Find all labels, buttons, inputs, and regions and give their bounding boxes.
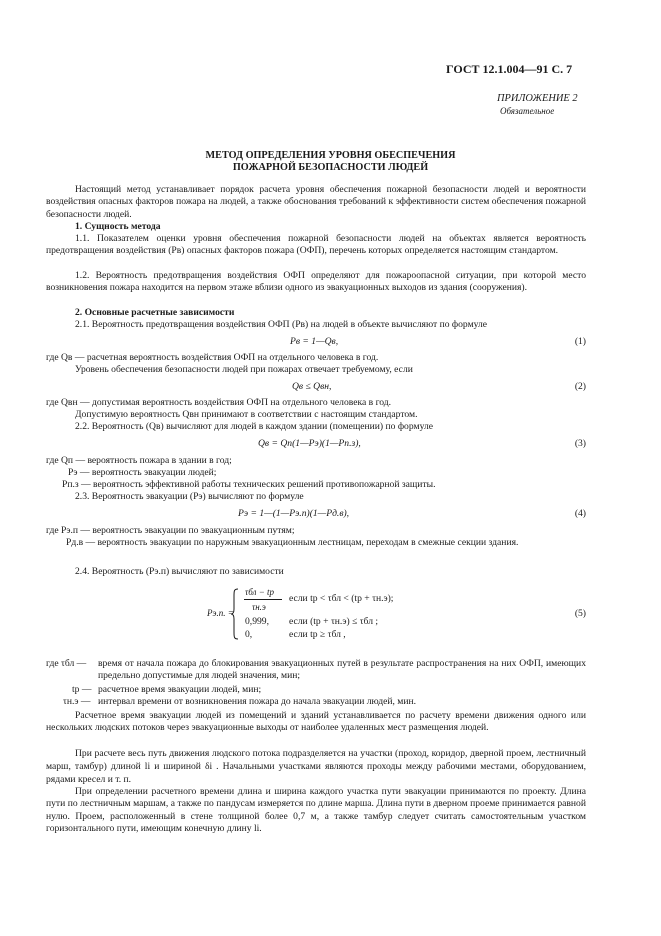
document-title-line2: ПОЖАРНОЙ БЕЗОПАСНОСТИ ЛЮДЕЙ	[232, 162, 429, 173]
definition-tne: интервал времени от возникновения пожара до начала эвакуации людей, мин.	[98, 696, 417, 707]
definition-pep: где Pэ.п — вероятность эвакуации по эвакуационным путям;	[46, 525, 295, 536]
definition-qp: где Qп — вероятность пожара в здании в год;	[46, 455, 232, 466]
allowable-probability-text: Допустимую вероятность Qвн принимают в соответствии с настоящим стандартом.	[75, 409, 418, 420]
paragraph-path-sections: При расчете весь путь движения людского потока подразделяется на участки (проход, коридор, дверной проем, лестничный марш, тамбур) длиной li и шириной δi . Начальными участками являются проходы между рабочими местами, оборудованием, рядами кресел и т. п.	[46, 748, 586, 785]
safety-level-text: Уровень обеспечения безопасности людей при пожарах отвечает требуемому, если	[75, 364, 413, 375]
document-title-line1: МЕТОД ОПРЕДЕЛЕНИЯ УРОВНЯ ОБЕСПЕЧЕНИЯ	[205, 150, 456, 161]
paragraph-1-2: 1.2. Вероятность предотвращения воздействия ОФП определяют для пожароопасной ситуации, при которой место возникновения пожара находится на первом этаже вблизи одного из эвакуационных выходов из здания (сооружения).	[46, 270, 586, 294]
paragraph-2-2: 2.2. Вероятность (Qв) вычисляют для людей в каждом здании (помещении) по формуле	[75, 421, 433, 432]
formula-5-lhs: Pэ.п. =	[207, 608, 234, 618]
paragraph-2-4: 2.4. Вероятность (Pэ.п) вычисляют по зависимости	[75, 566, 284, 577]
fraction-bar	[244, 599, 282, 600]
definition-pe: Pэ — вероятность эвакуации людей;	[68, 467, 217, 478]
formula-3-number: (3)	[574, 438, 586, 449]
paragraph-1-1: 1.1. Показателем оценки уровня обеспечения пожарной безопасности людей на объектах является вероятность предотвращения воздействия (Pв) опасных факторов пожара (ОФП), перечень которых определяется настоящим стандартом.	[46, 233, 586, 257]
paragraph-path-definition: При определении расчетного времени длина и ширина каждого участка пути эвакуации принимаются по проекту. Длина пути по лестничным маршам, а также по пандусам измеряется по длине марша. Длина пути в дверном проеме принимается равной нулю. Проем, расположенный в стене толщиной более 0,7 м, а также тамбур следует считать самостоятельным участком горизонтального пути, имеющим конечную длину li.	[46, 786, 586, 835]
paragraph-calc-time: Расчетное время эвакуации людей из помещений и зданий устанавливается по расчету времени движения одного или нескольких людских потоков через эвакуационные выходы от наиболее удаленных мест размещения людей.	[46, 710, 586, 734]
formula-1: Pв = 1—Qв,	[290, 336, 339, 347]
formula-4-number: (4)	[574, 508, 586, 519]
definition-qv: где Qв — расчетная вероятность воздействия ОФП на отдельного человека в год.	[46, 352, 379, 363]
formula-5-number: (5)	[574, 608, 586, 619]
definition-ppz: Pп.з — вероятность эффективной работы технических решений противопожарной защиты.	[62, 479, 436, 490]
intro-paragraph: Настоящий метод устанавливает порядок расчета уровня обеспечения пожарной безопасности людей и вероятности воздействия опасных факторов пожара на людей, а также обоснования требований к эффективности систем обеспечения пожарной безопасности людей.	[46, 184, 586, 220]
formula-5-condition-1: если tр < τбл < (tр + τн.э);	[289, 593, 394, 604]
formula-4: Pэ = 1—(1—Pэ.п)(1—Pд.в),	[238, 508, 350, 519]
formula-3: Qв = Qп(1—Pэ)(1—Pп.з),	[258, 438, 361, 449]
formula-5-numerator: τбл − tр	[245, 587, 275, 597]
definition-tr: расчетное время эвакуации людей, мин;	[98, 684, 262, 695]
definition-qvn: где Qвн — допустимая вероятность воздействия ОФП на отдельного человека в год.	[46, 397, 392, 408]
definition-pdv: Pд.в — вероятность эвакуации по наружным эвакуационным лестницам, переходам в смежные секции здания.	[66, 537, 519, 548]
page-reference: ГОСТ 12.1.004—91 С. 7	[446, 62, 573, 76]
definition-tne-symbol: τн.э —	[63, 696, 91, 707]
definition-tbl-symbol: где τбл —	[46, 658, 87, 669]
section-2-heading: 2. Основные расчетные зависимости	[75, 307, 235, 318]
section-1-heading: 1. Сущность метода	[75, 221, 161, 232]
formula-1-number: (1)	[574, 336, 586, 347]
formula-2: Qв ≤ Qвн,	[292, 381, 332, 392]
paragraph-2-1: 2.1. Вероятность предотвращения воздействия ОФП (Pв) на людей в объекте вычисляют по формуле	[75, 319, 488, 330]
definition-tbl: время от начала пожара до блокирования эвакуационных путей в результате распространения на них ОФП, имеющих предельно допустимые для людей значения, мин;	[98, 658, 586, 682]
formula-5-condition-2: если (tр + τн.э) ≤ τбл ;	[289, 616, 379, 627]
formula-5-denominator: τн.э	[252, 602, 266, 612]
appendix-label: ПРИЛОЖЕНИЕ 2	[497, 93, 578, 104]
formula-5-condition-3: если tр ≥ τбл ,	[289, 629, 346, 640]
paragraph-2-3: 2.3. Вероятность эвакуации (Pэ) вычисляют по формуле	[75, 491, 304, 502]
formula-2-number: (2)	[574, 381, 586, 392]
definition-tr-symbol: tр —	[72, 684, 92, 695]
left-brace-icon	[230, 588, 240, 640]
appendix-status: Обязательное	[500, 106, 555, 116]
formula-5-value-2: 0,999,	[245, 616, 269, 627]
formula-5-value-3: 0,	[245, 629, 253, 640]
